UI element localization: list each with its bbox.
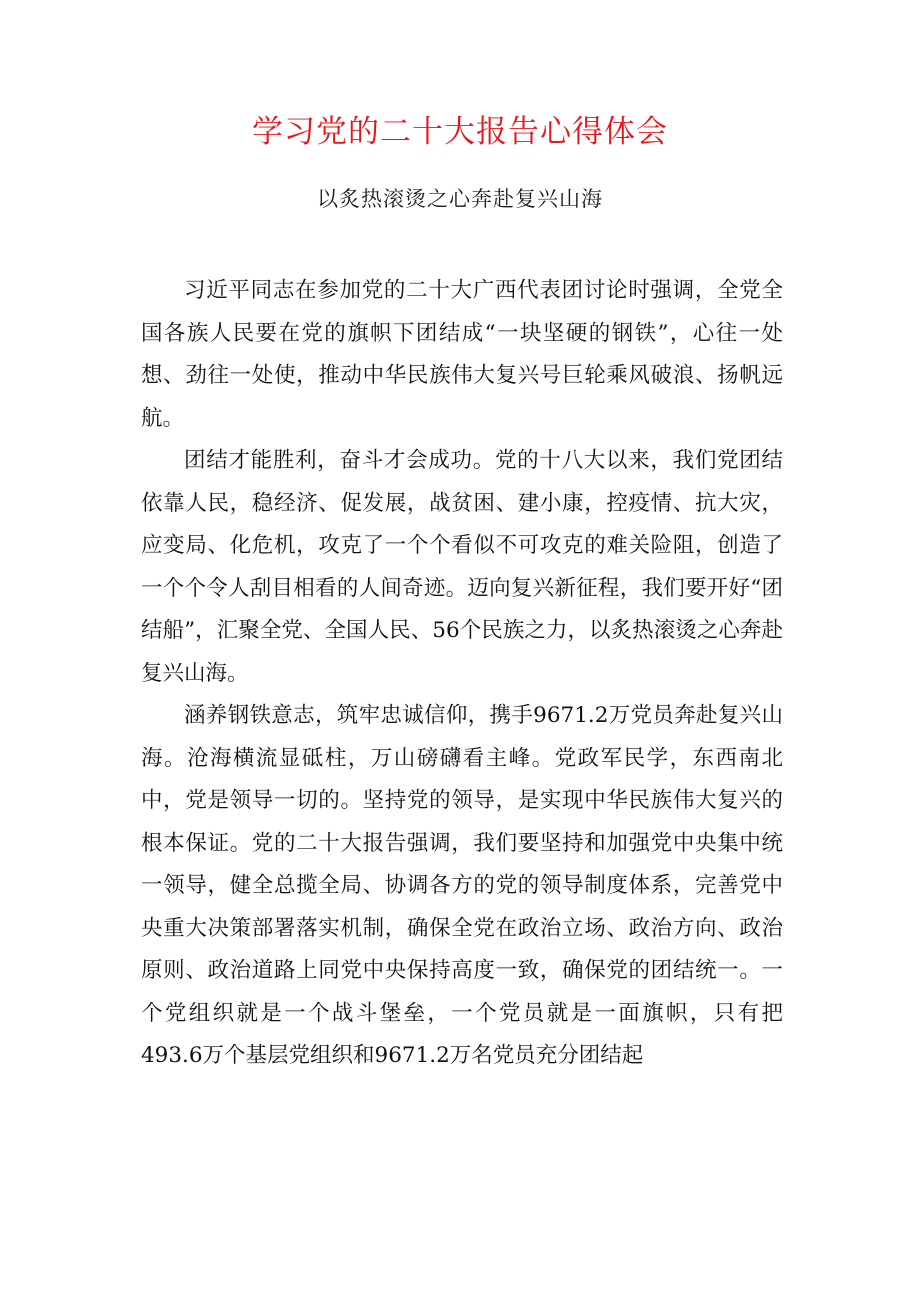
document-title: 学习党的二十大报告心得体会 bbox=[252, 114, 668, 150]
document-body bbox=[141, 270, 783, 1078]
document-subtitle: 以炙热滚烫之心奔赴复兴山海 bbox=[317, 187, 603, 211]
paragraph: 团结才能胜利，奋斗才会成功。党的十八大以来，我们党团结依靠人民，稳经济、促发展，战贫困、建小康，控疫情、抗大灾，应变局、化危机，攻克了一个个看似不可攻克的难关险阻，创造了一个个令人刮目相看的人间奇迹。迈向复兴新征程，我们要开好“团结船”，汇聚全党、全国人民、56个民族之力，以炙热滚烫之心奔赴复兴山海。 bbox=[141, 448, 783, 686]
paragraph: 涵养钢铁意志，筑牢忠诚信仰，携手9671.2万党员奔赴复兴山海。沧海横流显砥柱，万山磅礴看主峰。党政军民学，东西南北中，党是领导一切的。坚持党的领导，是实现中华民族伟大复兴的根本保证。党的二十大报告强调，我们要坚持和加强党中央集中统一领导，健全总揽全局、协调各方的党的领导制度体系，完善党中央重大决策部署落实机制，确保全党在政治立场、政治方向、政治原则、政治道路上同党中央保持高度一致，确保党的团结统一。一个党组织就是一个战斗堡垒，一个党员就是一面旗帜，只有把493.6万个基层党组织和9671.2万名党员充分团结起 bbox=[141, 703, 783, 1068]
paragraph: 习近平同志在参加党的二十大广西代表团讨论时强调，全党全国各族人民要在党的旗帜下团结成“一块坚硬的钢铁”，心往一处想、劲往一处使，推动中华民族伟大复兴号巨轮乘风破浪、扬帆远航。 bbox=[141, 278, 783, 431]
